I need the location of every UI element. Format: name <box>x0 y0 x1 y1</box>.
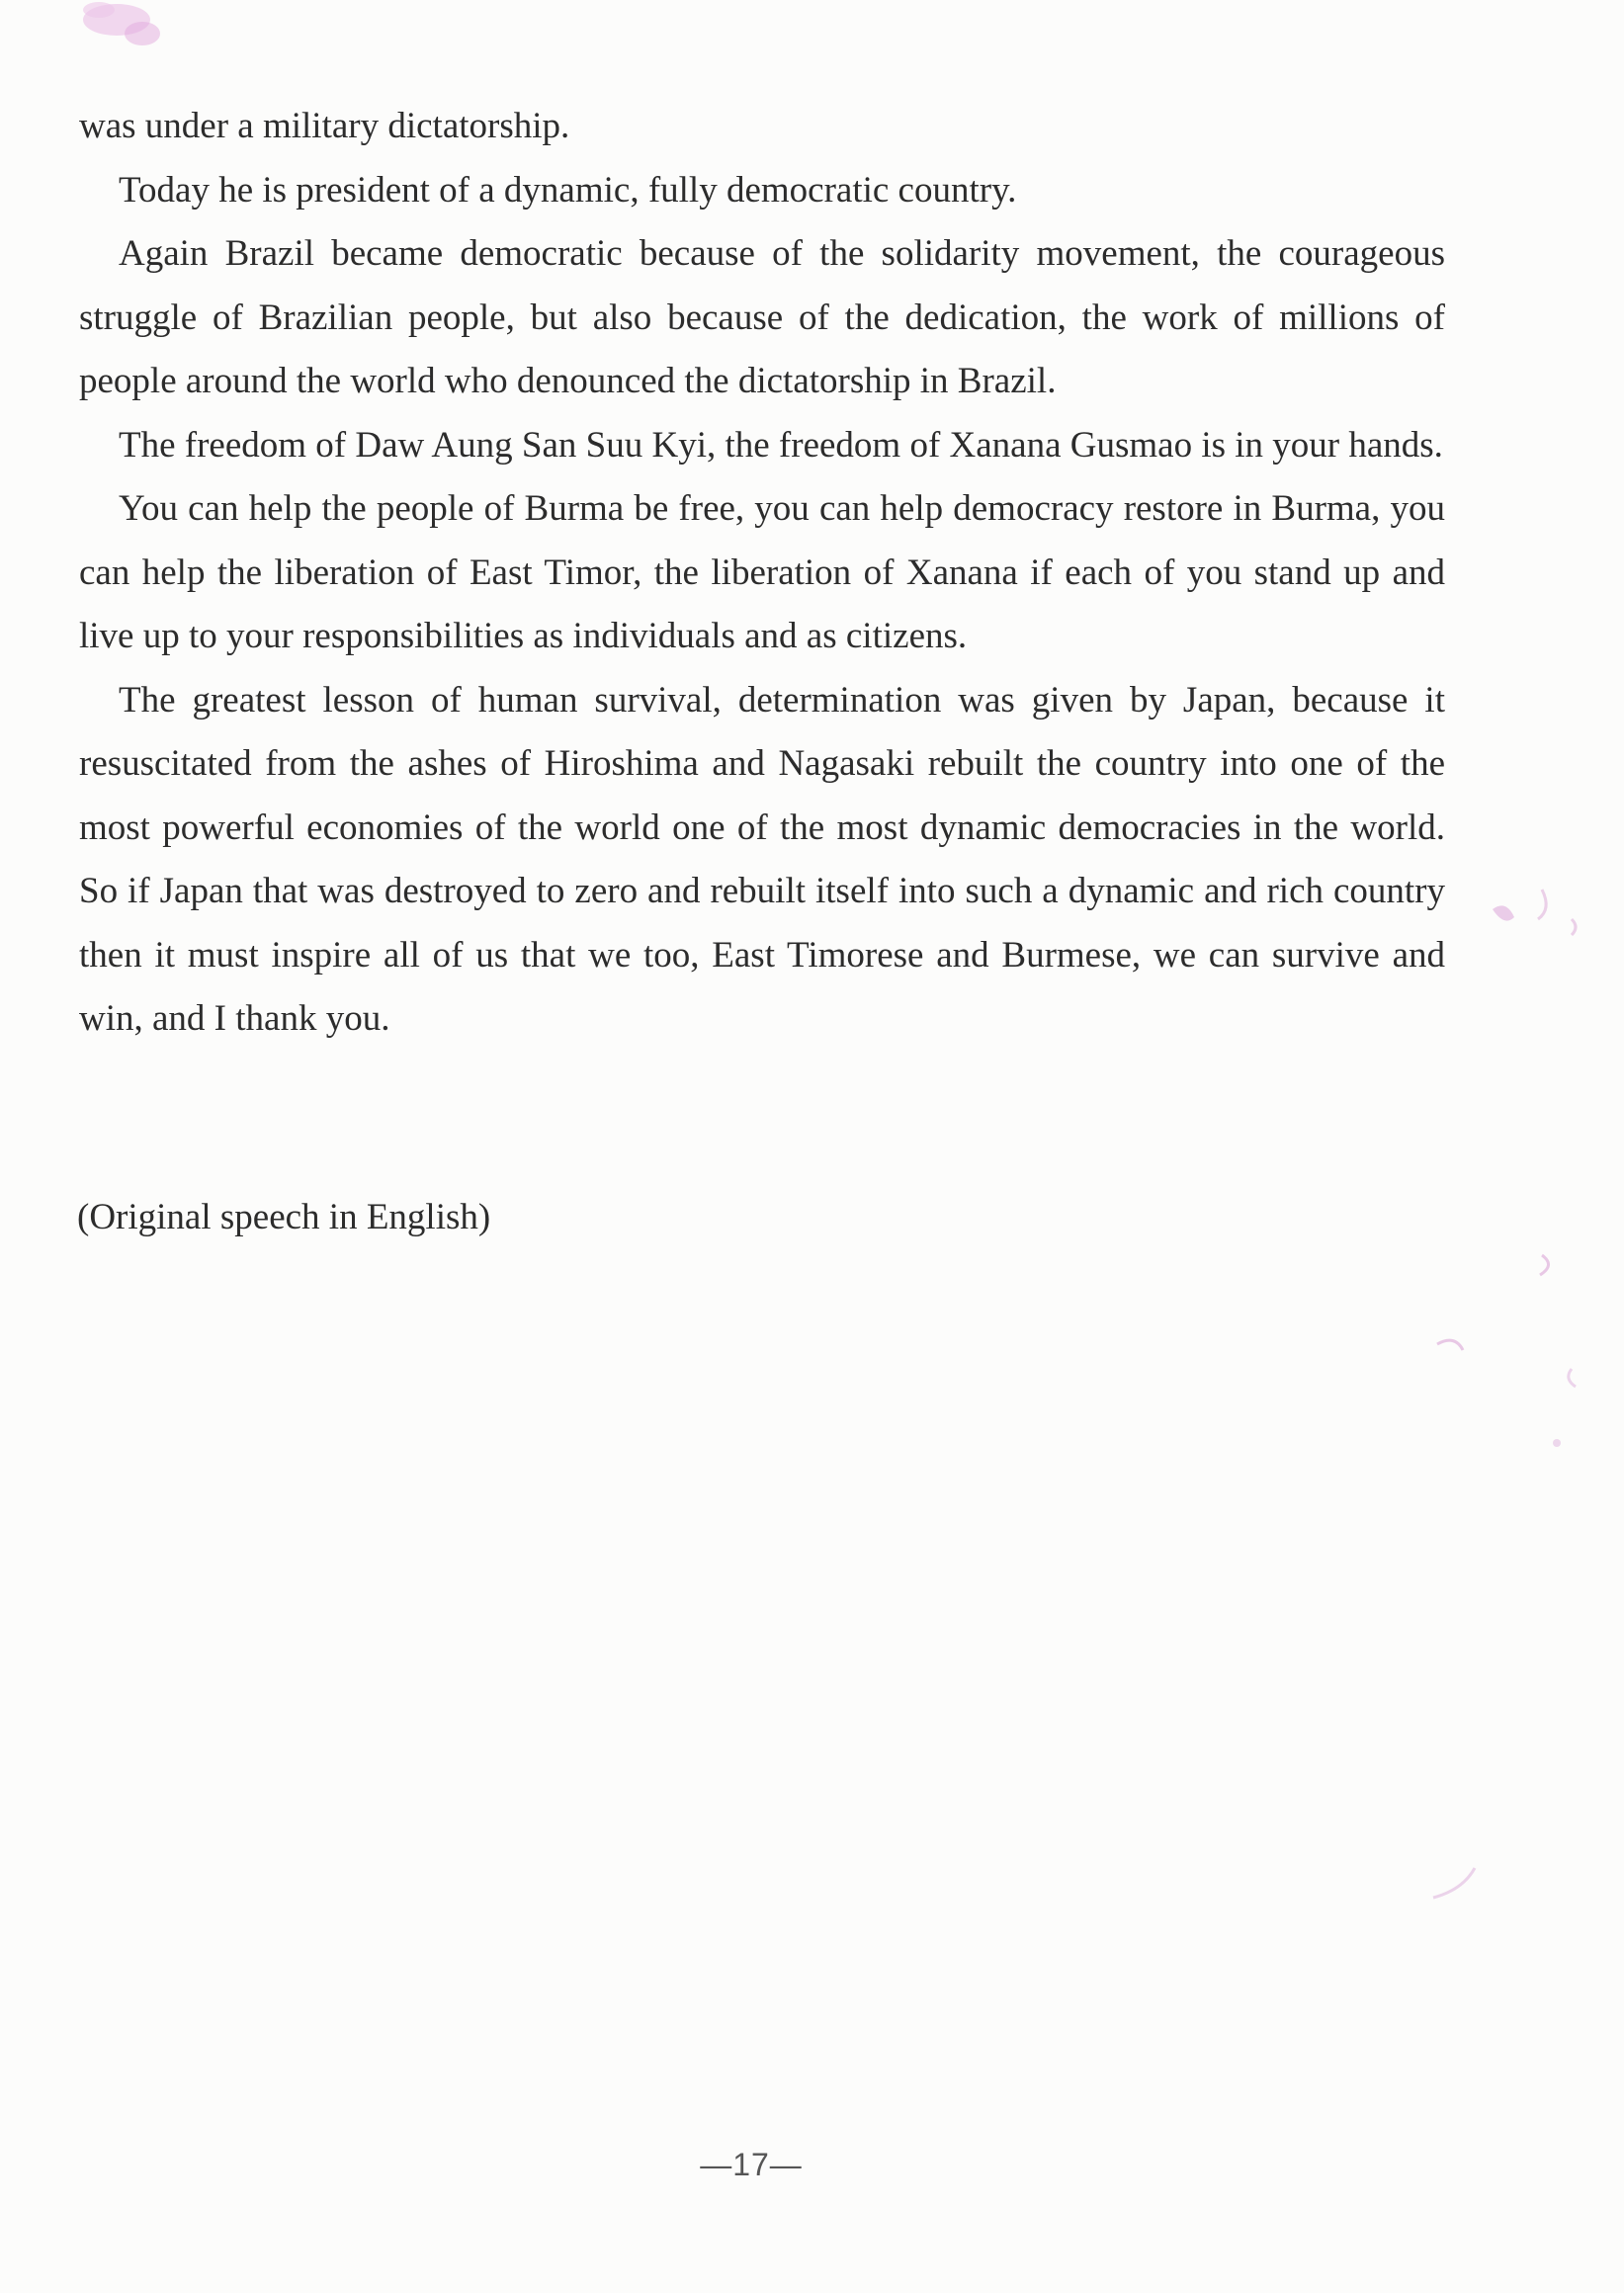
paragraph-5: You can help the people of Burma be free, you can help democracy restore in Burma, you can help the liberation of East Timor, the liberation of Xanana if each of you stand up and live up to your responsibilities as individuals and as citizens. <box>79 488 1445 656</box>
original-language-note: (Original speech in English) <box>77 1197 491 1237</box>
paragraph-2: Today he is president of a dynamic, fully democratic country. <box>119 169 1017 211</box>
body-text <box>79 95 1445 1052</box>
page-number: —17— <box>700 2147 803 2182</box>
paragraph-1: was under a military dictatorship. <box>79 106 570 146</box>
paragraph-6: The greatest lesson of human survival, determination was given by Japan, because it resuscitated from the ashes of Hiroshima and Nagasaki rebuilt the country into one of the most powerful economies of the world one of the most dynamic democracies in the world. So if Japan that was destroyed to zero and rebuilt itself into such a dynamic and rich country then it must inspire all of us that we too, East Timorese and Burmese, we can survive and win, and I thank you. <box>79 679 1445 1039</box>
bottom-right-stain <box>1423 1858 1522 1917</box>
paragraph-3: Again Brazil became democratic because of the solidarity movement, the courageous struggle of Brazilian people, but also because of the dedication, the work of millions of people around the world who denounced the dictatorship in Brazil. <box>79 233 1445 401</box>
paragraph-4: The freedom of Daw Aung San Suu Kyi, the freedom of Xanana Gusmao is in your hands. <box>119 424 1443 466</box>
right-edge-stains <box>1423 692 1601 1581</box>
top-left-stain <box>59 0 178 69</box>
